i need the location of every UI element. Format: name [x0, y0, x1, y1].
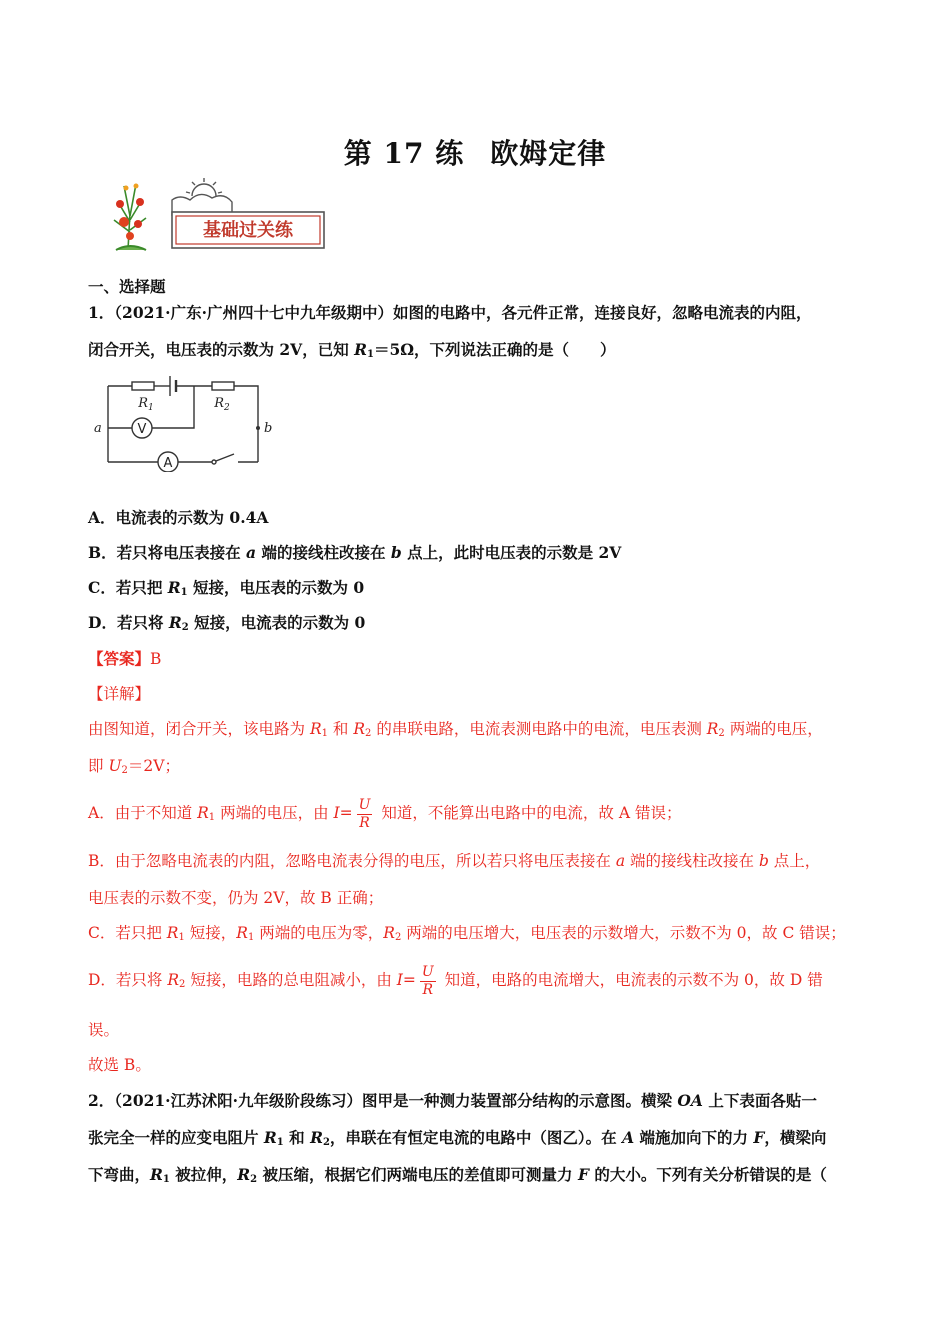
voltmeter-label: V [137, 422, 147, 437]
q1-number: 1． [88, 303, 115, 322]
q1-line1: 1．（2021·广东·广州四十七中九年级期中）如图的电路中，各元件正常，连接良好，忽略电流表的内阻， [88, 303, 812, 322]
ammeter-label: A [163, 456, 173, 471]
q1-explanation-b2: 电压表的示数不变，仍为 2V，故 B 正确； [88, 889, 384, 907]
svg-text:R1: $R_1$ [138, 396, 154, 413]
ohm-law-fraction: $\frac{U}{R}$ [358, 796, 371, 831]
point-a-label: a [94, 421, 102, 436]
banner-graphic [100, 172, 330, 254]
title-part2: 欧姆定律 [490, 137, 607, 170]
q1-option-b: B．若只将电压表接在 a 端的接线柱改接在 b 点上，此时电压表的示数是 2V [88, 543, 622, 562]
flower-icon [114, 184, 146, 251]
q1-option-d: D．若只将 $R_2$ 短接，电流表的示数为 0 [88, 613, 366, 633]
page-title [0, 132, 950, 172]
circuit-diagram [88, 372, 288, 472]
q2-number: 2． [88, 1091, 115, 1110]
resistor-r1 [132, 382, 154, 390]
q1-detail-label: 【详解】 [88, 685, 151, 703]
sun-icon [186, 178, 222, 196]
q2-line1: 2．（2021·江苏沭阳·九年级阶段练习）图甲是一种测力装置部分结构的示意图。横梁 OA 上下表面各贴一 [88, 1091, 817, 1110]
q1-answer: 【答案】B [88, 649, 162, 668]
q1-explanation-b1: B．由于忽略电流表的内阻，忽略电流表分得的电压，所以若只将电压表接在 a 端的接线柱改接在 b 点上， [88, 852, 821, 870]
q1-explanation-d: D．若只将 $R_2$ 短接，电路的总电阻减小，由 I= $\frac{U}{R}$ 知道，电路的电流增大，电流表的示数不为 0，故 D 错 [88, 963, 823, 998]
q1-option-a: A．电流表的示数为 0.4A [88, 508, 269, 527]
circuit-r1-label: R [138, 396, 149, 411]
title-part1: 第 17 练 [343, 137, 465, 170]
circuit-r2-label: R [214, 396, 225, 411]
q1-explanation-1: 由图知道，闭合开关，该电路为 $R_1$ 和 $R_2$ 的串联电路，电流表测电路中的电流，电压表测 $R_2$ 两端的电压， [88, 720, 823, 739]
ohm-law-fraction-2: $\frac{U}{R}$ [421, 963, 434, 998]
q1-explanation-a: A．由于不知道 $R_1$ 两端的电压，由 I= $\frac{U}{R}$ 知道，不能算出电路中的电流，故 A 错误； [88, 796, 682, 831]
svg-text:R2: $R_2$ [214, 396, 230, 413]
q1-explanation-2: 即 $U_2=2V$； [88, 757, 180, 776]
switch-pivot [212, 460, 216, 464]
resistor-r2 [212, 382, 234, 390]
switch-blade [216, 454, 234, 461]
banner-label: 基础过关练 [203, 220, 293, 241]
section-heading: 一、选择题 [88, 277, 166, 296]
q1-option-c: C．若只把 $R_1$ 短接，电压表的示数为 0 [88, 578, 365, 598]
q2-line2: 张完全一样的应变电阻片 $R_1$ 和 $R_2$，串联在有恒定电流的电路中（图乙）。在 A 端施加向下的力 F，横梁向 [88, 1128, 827, 1148]
point-b-label: b [264, 421, 273, 436]
q1-explanation-c: C．若只把 $R_1$ 短接，$R_1$ 两端的电压为零，$R_2$ 两端的电压增大，电压表的示数增大，示数不为 0，故 C 错误； [88, 924, 846, 943]
q1-line2: 闭合开关，电压表的示数为 2V，已知 $R_1=5\Omega$，下列说法正确的是（ ） [88, 340, 616, 360]
q2-line3: 下弯曲，$R_1$ 被拉伸，$R_2$ 被压缩，根据它们两端电压的差值即可测量力 F 的大小。下列有关分析错误的是（ [88, 1165, 827, 1185]
q1-explanation-d2: 误。 [88, 1021, 120, 1039]
q1-conclusion: 故选 B。 [88, 1056, 151, 1074]
